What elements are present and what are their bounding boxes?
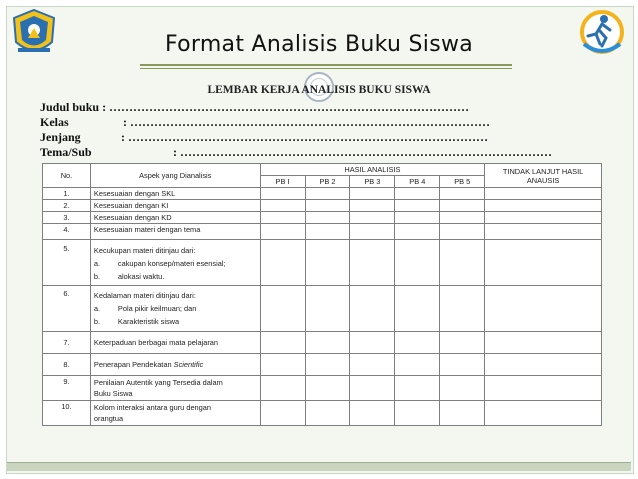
judul-value: : ……………………………………………………………………………… bbox=[102, 100, 470, 114]
row-no: 5. bbox=[43, 240, 91, 286]
slide-title: Format Analisis Buku Siswa bbox=[164, 32, 474, 57]
row-sub-b: b. alokasi waktu. bbox=[93, 272, 165, 281]
jenjang-label: Jenjang bbox=[40, 130, 81, 144]
analysis-table bbox=[42, 163, 602, 426]
row-sub-a: a. cakupan konsep/materi esensial; bbox=[93, 259, 226, 268]
form-kelas bbox=[40, 115, 490, 130]
judul-label: Judul buku bbox=[40, 100, 100, 114]
row-aspek: Kedalaman materi ditinjau dari: bbox=[93, 291, 196, 300]
header-pb4: PB 4 bbox=[395, 176, 440, 188]
row-aspek: Kesesuaian dengan KI bbox=[90, 200, 260, 212]
header-no: No. bbox=[43, 164, 91, 188]
row-aspek: Kesesuaian materi dengan tema bbox=[90, 224, 260, 240]
title-rule bbox=[140, 64, 512, 66]
row-aspek-multi: Penilaian Autentik yang Tersedia dalam Buku Siswa bbox=[90, 376, 260, 401]
row-aspek: Kecukupan materi ditinjau dari: bbox=[93, 246, 196, 255]
header-pb3: PB 3 bbox=[350, 176, 395, 188]
row-no: 4. bbox=[43, 224, 91, 240]
row-aspek: Keterpaduan berbagai mata pelajaran bbox=[90, 332, 260, 354]
header-pb1: PB I bbox=[260, 176, 305, 188]
form-judul-buku bbox=[40, 100, 469, 115]
tema-value: : ………………………………………………………………………………… bbox=[173, 145, 552, 159]
row-aspek: Kesesuaian dengan KD bbox=[90, 212, 260, 224]
title-rule-thin bbox=[140, 68, 512, 69]
table-row bbox=[43, 401, 602, 426]
form-tema-sub bbox=[40, 145, 552, 160]
bottom-bar bbox=[7, 463, 631, 471]
row-no: 7. bbox=[43, 332, 91, 354]
table-row bbox=[43, 332, 602, 354]
row-no: 9. bbox=[43, 376, 91, 401]
jenjang-value: : ……………………………………………………………………………… bbox=[121, 130, 488, 144]
row-no: 2. bbox=[43, 200, 91, 212]
header-tindak-lanjut bbox=[485, 164, 602, 188]
table-row bbox=[43, 212, 602, 224]
table-row bbox=[43, 240, 602, 286]
row-aspek-em: Scientific bbox=[173, 360, 204, 369]
row-no: 3. bbox=[43, 212, 91, 224]
kelas-label: Kelas bbox=[40, 115, 69, 129]
row-aspek: Kesesuaian dengan SKL bbox=[90, 188, 260, 200]
row-no: 1. bbox=[43, 188, 91, 200]
row-aspek-multi: Kolom interaksi antara guru dengan orangtua bbox=[90, 401, 260, 426]
table-row bbox=[43, 188, 602, 200]
row-no: 6. bbox=[43, 286, 91, 332]
row-sub-b: b. Karakteristik siswa bbox=[93, 317, 180, 326]
row-aspek-multi bbox=[90, 240, 260, 286]
row-no: 8. bbox=[43, 354, 91, 376]
row-no: 10. bbox=[43, 401, 91, 426]
table-row bbox=[43, 286, 602, 332]
table-row bbox=[43, 224, 602, 240]
kelas-value: : ……………………………………………………………………………… bbox=[123, 115, 490, 129]
header-pb5: PB 5 bbox=[440, 176, 485, 188]
row-sub-a: a. Pola pikir keilmuan; dan bbox=[93, 304, 197, 313]
row-aspek-multi bbox=[90, 286, 260, 332]
row-aspek: Penerapan Pendekatan Scientific bbox=[90, 354, 260, 376]
header-pb2: PB 2 bbox=[305, 176, 350, 188]
table-row bbox=[43, 376, 602, 401]
tindak-line1: TINDAK LANJUT HASIL bbox=[502, 166, 584, 176]
header-aspek: Aspek yang Dianalisis bbox=[90, 164, 260, 188]
table-row bbox=[43, 200, 602, 212]
tema-label: Tema/Sub bbox=[40, 145, 92, 159]
worksheet-subtitle: LEMBAR KERJA ANALISIS BUKU SISWA bbox=[207, 84, 431, 96]
header-hasil-analisis: HASIL ANALISIS bbox=[260, 164, 485, 176]
tindak-line2: ANAUSIS bbox=[526, 175, 560, 185]
form-jenjang bbox=[40, 130, 488, 145]
table-row bbox=[43, 354, 602, 376]
